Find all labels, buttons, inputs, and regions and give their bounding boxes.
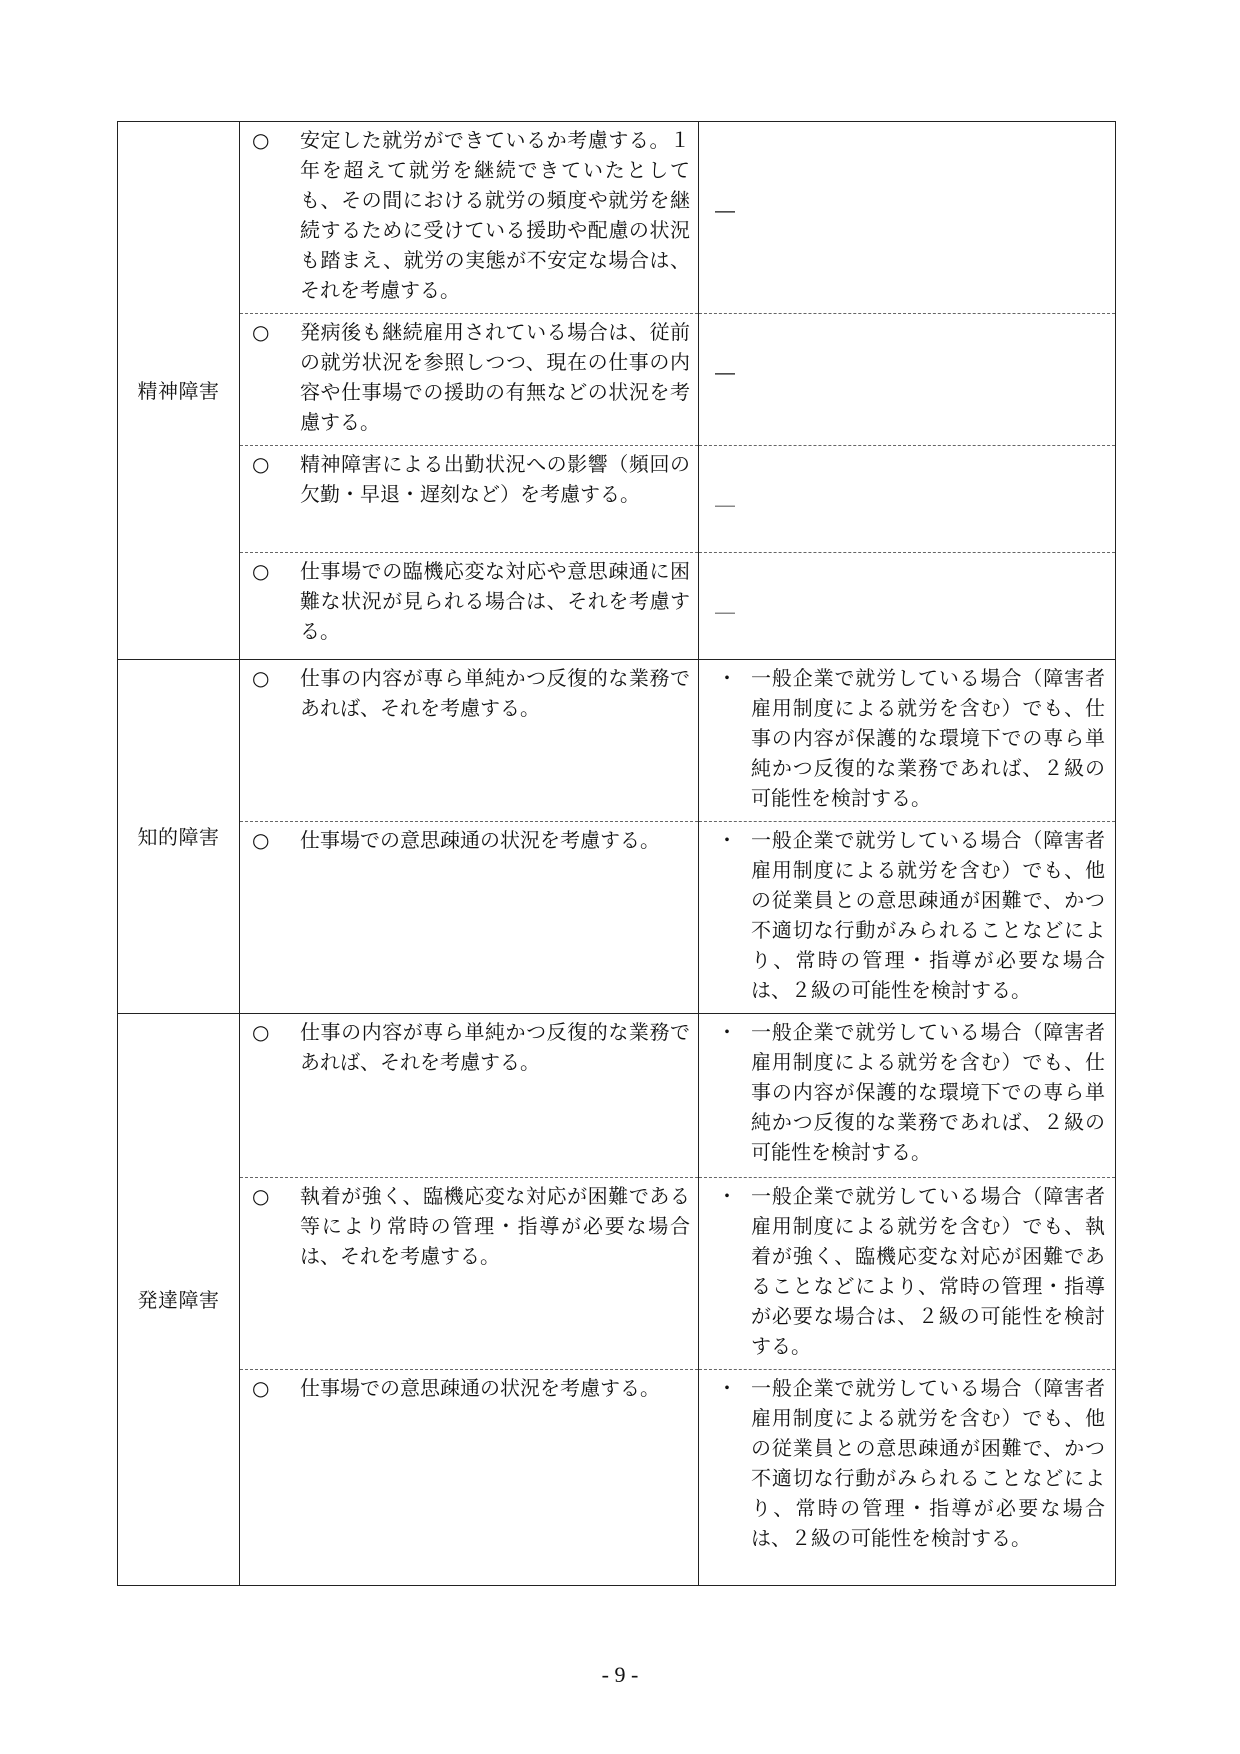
note-text: 一般企業で就労している場合（障害者雇用制度による就労を含む）でも、仕事の内容が保護的な環境下での専ら単純かつ反復的な業務であれば、２級の可能性を検討する。 (751, 666, 1105, 810)
circle-mark: ○ (252, 320, 270, 344)
criterion-text: 仕事場での臨機応変な対応や意思疎通に困難な状況が見られる場合は、それを考慮する。 (300, 559, 690, 643)
criterion-text: 仕事の内容が専ら単純かつ反復的な業務であれば、それを考慮する。 (300, 1020, 690, 1074)
circle-mark: ○ (252, 452, 270, 476)
category-label-mental: 精神障害 (118, 122, 240, 660)
criterion-cell (240, 122, 699, 314)
note-cell (699, 446, 1116, 553)
table-row (118, 553, 1116, 660)
criterion-text: 安定した就労ができているか考慮する。１年を超えて就労を継続できていたとしても、その間における就労の頻度や就労を継続するために受けている援助や配慮の状況も踏まえ、就労の実態が不安定な場合は、それを考慮する。 (300, 128, 690, 302)
table-row (118, 122, 1116, 314)
dash-mark: ― (715, 197, 735, 222)
category-label-intellectual: 知的障害 (118, 660, 240, 1014)
note-text: 一般企業で就労している場合（障害者雇用制度による就労を含む）でも、仕事の内容が保護的な環境下での専ら単純かつ反復的な業務であれば、２級の可能性を検討する。 (751, 1020, 1105, 1164)
note-cell (699, 122, 1116, 314)
circle-mark: ○ (252, 1184, 270, 1208)
note-cell (699, 660, 1116, 822)
bullet-mark: ・ (717, 1184, 737, 1208)
criterion-text: 仕事場での意思疎通の状況を考慮する。 (300, 1376, 660, 1400)
criterion-cell (240, 446, 699, 553)
dash-mark: ＿ (715, 591, 735, 616)
note-text: 一般企業で就労している場合（障害者雇用制度による就労を含む）でも、他の従業員との意思疎通が困難で、かつ不適切な行動がみられることなどにより、常時の管理・指導が必要な場合は、２級の可能性を検討する。 (751, 1376, 1105, 1550)
category-label-developmental: 発達障害 (118, 1014, 240, 1586)
dash-mark: ― (715, 360, 735, 384)
circle-mark: ○ (252, 1020, 270, 1044)
dash-mark: ＿ (715, 484, 735, 509)
table-row (118, 1014, 1116, 1178)
bullet-mark: ・ (717, 1376, 737, 1400)
bullet-mark: ・ (717, 828, 737, 852)
criterion-text: 精神障害による出勤状況への影響（頻回の欠勤・早退・遅刻など）を考慮する。 (300, 452, 690, 506)
note-cell (699, 1370, 1116, 1586)
circle-mark: ○ (252, 828, 270, 852)
note-text: 一般企業で就労している場合（障害者雇用制度による就労を含む）でも、執着が強く、臨機応変な対応が困難であることなどにより、常時の管理・指導が必要な場合は、２級の可能性を検討する。 (751, 1184, 1105, 1358)
criterion-text: 仕事場での意思疎通の状況を考慮する。 (300, 828, 660, 852)
criterion-cell (240, 1178, 699, 1370)
table-row (118, 1178, 1116, 1370)
page-number: - 9 - (601, 1662, 639, 1687)
note-cell (699, 822, 1116, 1014)
circle-mark: ○ (252, 559, 270, 583)
circle-mark: ○ (252, 666, 270, 690)
note-cell (699, 553, 1116, 660)
table-row (118, 822, 1116, 1014)
criteria-table (117, 121, 1116, 1586)
note-text: 一般企業で就労している場合（障害者雇用制度による就労を含む）でも、他の従業員との意思疎通が困難で、かつ不適切な行動がみられることなどにより、常時の管理・指導が必要な場合は、２級の可能性を検討する。 (751, 828, 1105, 1002)
criterion-text: 執着が強く、臨機応変な対応が困難である等により常時の管理・指導が必要な場合は、それを考慮する。 (300, 1184, 690, 1268)
note-cell (699, 314, 1116, 446)
criterion-cell (240, 553, 699, 660)
table-row (118, 660, 1116, 822)
criterion-cell (240, 1370, 699, 1586)
bullet-mark: ・ (717, 1020, 737, 1044)
table-row (118, 446, 1116, 553)
circle-mark: ○ (252, 128, 270, 152)
note-cell (699, 1014, 1116, 1178)
bullet-mark: ・ (717, 666, 737, 690)
criterion-text: 仕事の内容が専ら単純かつ反復的な業務であれば、それを考慮する。 (300, 666, 690, 720)
criterion-cell (240, 660, 699, 822)
table-row (118, 1370, 1116, 1586)
table-row (118, 314, 1116, 446)
criterion-text: 発病後も継続雇用されている場合は、従前の就労状況を参照しつつ、現在の仕事の内容や仕事場での援助の有無などの状況を考慮する。 (300, 320, 690, 434)
note-cell (699, 1178, 1116, 1370)
circle-mark: ○ (252, 1376, 270, 1400)
criterion-cell (240, 314, 699, 446)
criterion-cell (240, 822, 699, 1014)
criterion-cell (240, 1014, 699, 1178)
